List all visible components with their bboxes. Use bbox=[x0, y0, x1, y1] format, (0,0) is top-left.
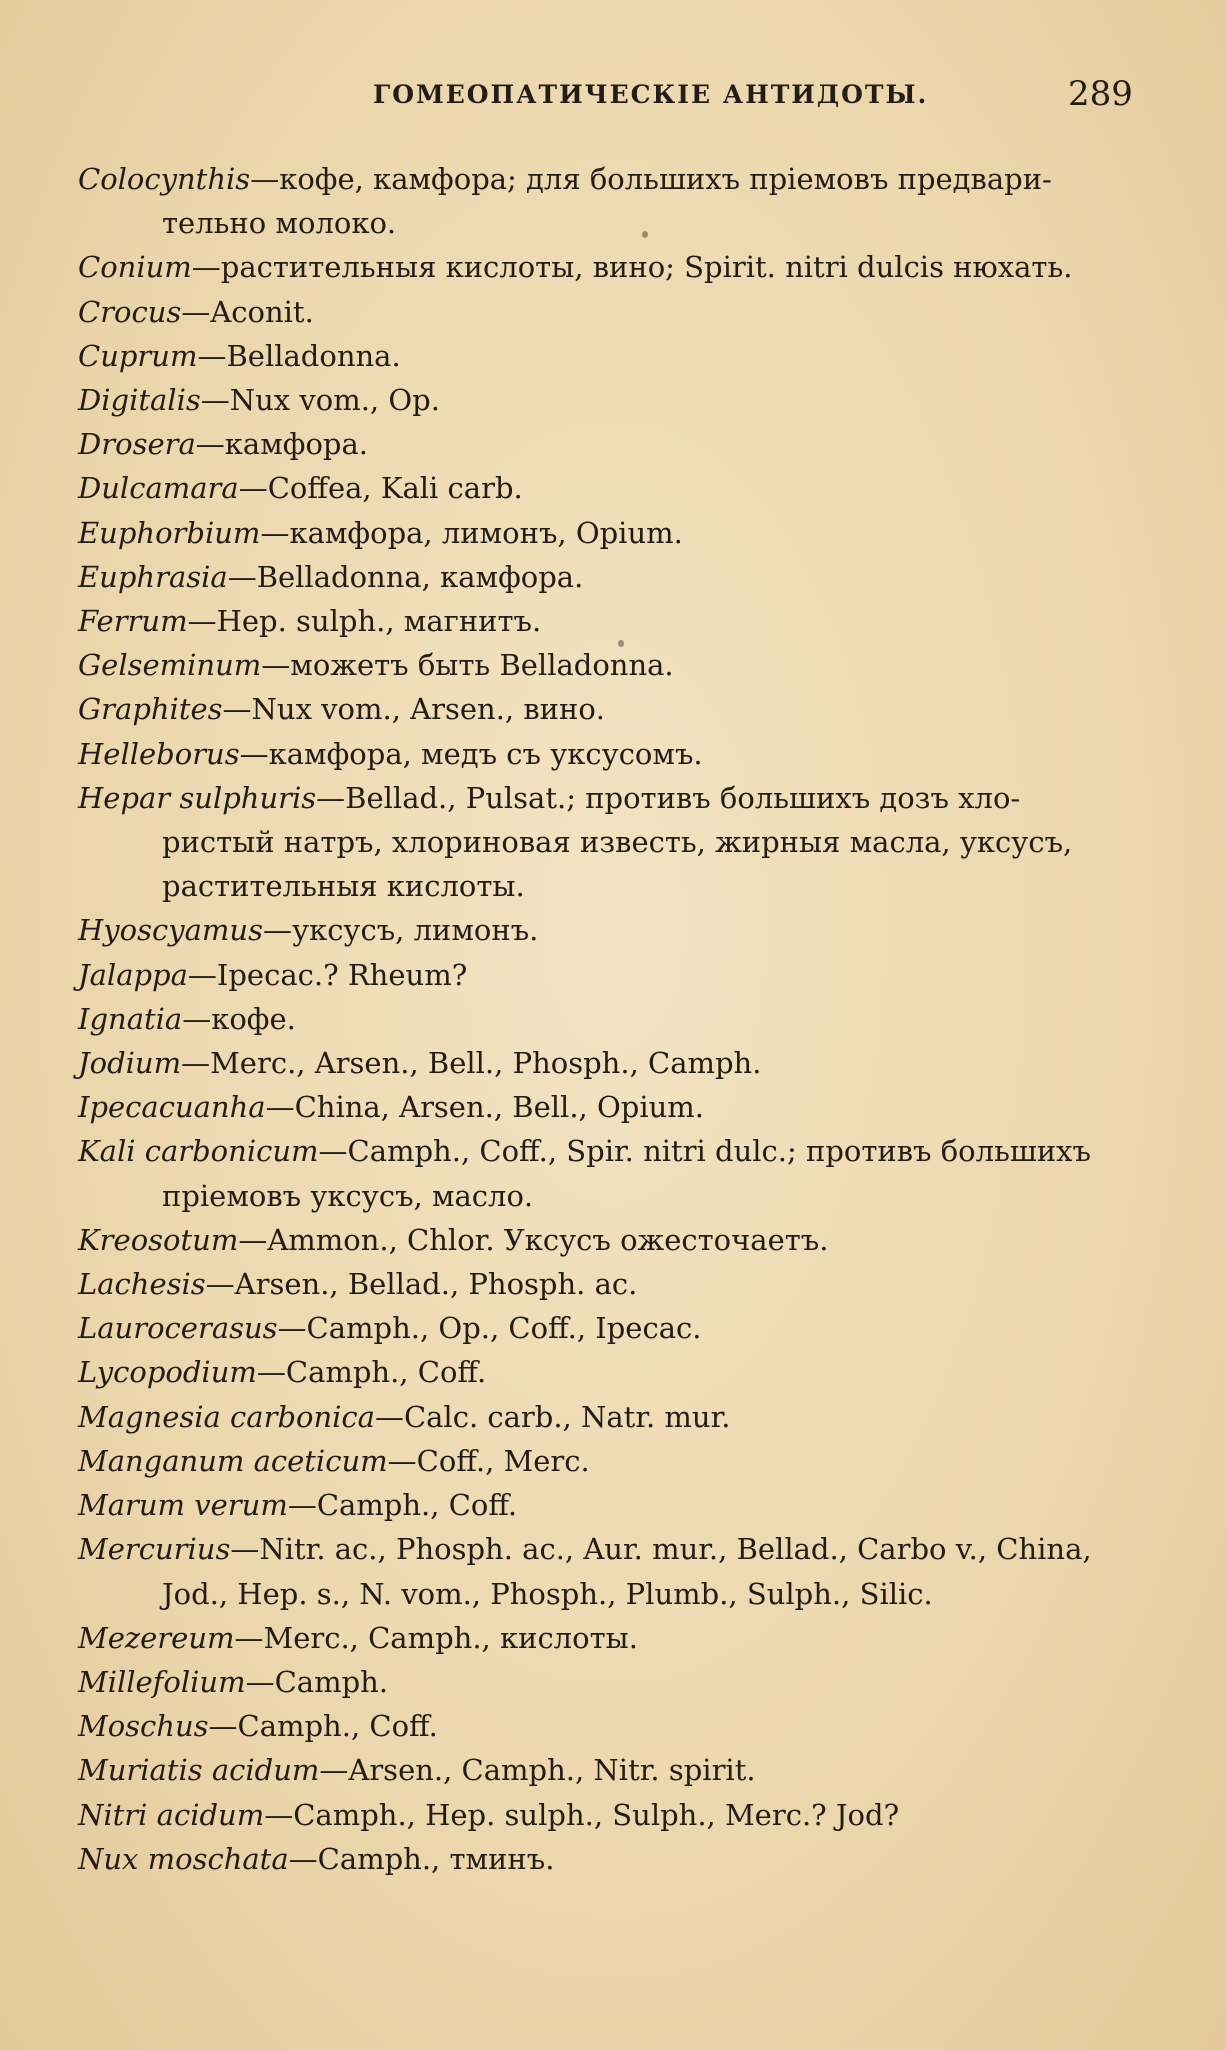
entry-ignatia bbox=[78, 997, 1153, 1041]
entry-text: —Nux vom., Op. bbox=[200, 383, 440, 418]
entry-name: Hyoscyamus bbox=[78, 913, 263, 948]
entry-magnesia-carbonica bbox=[78, 1395, 1153, 1439]
entry-text: —можетъ быть Belladonna. bbox=[261, 648, 674, 683]
entry-name: Lycopodium bbox=[78, 1355, 257, 1390]
entry-name: Manganum aceticum bbox=[78, 1443, 388, 1478]
entry-name: Colocynthis bbox=[78, 162, 251, 196]
entry-euphrasia bbox=[78, 555, 1153, 599]
entry-continuation: ристый натръ, хлориновая известь, жирныя масла, уксусъ, bbox=[162, 825, 1073, 860]
entry-text: —Calc. carb., Natr. mur. bbox=[374, 1399, 731, 1434]
running-head bbox=[0, 74, 1226, 118]
entry-graphites bbox=[78, 687, 1153, 731]
entry-mezereum bbox=[78, 1616, 1153, 1660]
entry-text: —Camph., Coff. bbox=[256, 1355, 487, 1390]
entry-name: Laurocerasus bbox=[78, 1311, 278, 1346]
entry-text: —Camph., Coff., Spir. nitri dulc.; противъ большихъ bbox=[318, 1134, 1091, 1169]
entry-text: —Camph., Op., Coff., Ipecac. bbox=[277, 1311, 702, 1346]
entry-text: —камфора, лимонъ, Opium. bbox=[260, 515, 683, 550]
entry-name: Euphorbium bbox=[78, 515, 261, 550]
entry-text: —Merc., Arsen., Bell., Phosph., Camph. bbox=[181, 1046, 762, 1081]
entry-text: —растительныя кислоты, вино; Spirit. nitri dulcis нюхать. bbox=[191, 250, 1073, 285]
entry-text: —Coffea, Kali carb. bbox=[238, 471, 523, 506]
entry-name: Magnesia carbonica bbox=[78, 1399, 375, 1434]
entry-text: —Camph., тминъ. bbox=[288, 1841, 555, 1876]
entry-hyoscyamus bbox=[78, 908, 1153, 952]
entry-name: Ignatia bbox=[78, 1001, 183, 1036]
entry-name: Mezereum bbox=[78, 1620, 235, 1655]
entry-continuation: пріемовъ уксусъ, масло. bbox=[162, 1178, 534, 1213]
entry-text: —кофе. bbox=[182, 1001, 296, 1036]
entry-text: —Nitr. ac., Phosph. ac., Aur. mur., Bellad., Carbo v., China, bbox=[230, 1532, 1092, 1567]
entry-text: —Ammon., Chlor. Уксусъ ожесточаетъ. bbox=[238, 1222, 829, 1257]
ink-speck bbox=[642, 231, 648, 238]
entry-text: —Camph., Coff. bbox=[287, 1488, 518, 1523]
entry-dulcamara bbox=[78, 466, 1153, 510]
entry-text: —Nux vom., Arsen., вино. bbox=[222, 692, 606, 727]
entry-text: —Camph., Hep. sulph., Sulph., Merc.? Jod? bbox=[264, 1797, 900, 1832]
entry-text: —Hep. sulph., магнитъ. bbox=[187, 604, 542, 639]
entry-name: Lachesis bbox=[78, 1267, 206, 1302]
entry-name: Jodium bbox=[78, 1046, 182, 1081]
entry-name: Gelseminum bbox=[78, 648, 262, 683]
entry-kali-carbonicum bbox=[78, 1129, 1153, 1217]
entry-text: —Bellad., Pulsat.; противъ большихъ дозъ хло- bbox=[316, 780, 1021, 815]
entry-name: Crocus bbox=[78, 294, 182, 329]
entry-helleborus bbox=[78, 732, 1153, 776]
entry-colocynthis bbox=[78, 157, 1153, 245]
entry-text: —Camph. bbox=[245, 1664, 389, 1699]
entry-hepar-sulphuris bbox=[78, 776, 1153, 909]
entry-name: Ipecacuanha bbox=[78, 1090, 266, 1125]
entry-jalappa bbox=[78, 953, 1153, 997]
entry-kreosotum bbox=[78, 1218, 1153, 1262]
entry-text: —Ipecac.? Rheum? bbox=[187, 957, 468, 992]
entry-millefolium bbox=[78, 1660, 1153, 1704]
entry-name: Mercurius bbox=[78, 1532, 231, 1567]
entry-name: Ferrum bbox=[78, 604, 188, 639]
entry-cuprum bbox=[78, 334, 1153, 378]
entry-name: Muriatis acidum bbox=[78, 1753, 320, 1788]
entry-nitri-acidum bbox=[78, 1793, 1153, 1837]
entry-name: Jalappa bbox=[78, 957, 188, 992]
entry-lycopodium bbox=[78, 1350, 1153, 1394]
entry-nux-moschata bbox=[78, 1837, 1153, 1881]
entry-text: —камфора. bbox=[195, 427, 368, 462]
entry-gelseminum bbox=[78, 643, 1153, 687]
page-number: 289 bbox=[1068, 74, 1133, 114]
entry-name: Marum verum bbox=[78, 1488, 288, 1523]
entry-jodium bbox=[78, 1041, 1153, 1085]
antidote-list bbox=[78, 157, 1153, 1881]
entry-text: —Belladonna. bbox=[197, 338, 401, 373]
entry-text: —камфора, медъ съ уксусомъ. bbox=[239, 736, 703, 771]
entry-text: —Aconit. bbox=[181, 294, 314, 329]
entry-text: —Belladonna, камфора. bbox=[227, 559, 584, 594]
entry-name: Euphrasia bbox=[78, 559, 228, 594]
entry-ferrum bbox=[78, 599, 1153, 643]
entry-text: —Arsen., Camph., Nitr. spirit. bbox=[319, 1753, 756, 1788]
entry-moschus bbox=[78, 1704, 1153, 1748]
entry-text: —Camph., Coff. bbox=[208, 1709, 438, 1744]
entry-ipecacuanha bbox=[78, 1085, 1153, 1129]
entry-name: Moschus bbox=[78, 1709, 209, 1744]
entry-name: Nux moschata bbox=[78, 1841, 289, 1876]
entry-name: Millefolium bbox=[78, 1664, 246, 1699]
entry-name: Drosera bbox=[78, 427, 196, 462]
entry-marum-verum bbox=[78, 1483, 1153, 1527]
entry-name: Graphites bbox=[78, 692, 223, 727]
entry-text: —Arsen., Bellad., Phosph. ac. bbox=[205, 1267, 638, 1302]
entry-name: Cuprum bbox=[78, 338, 198, 373]
entry-euphorbium bbox=[78, 511, 1153, 555]
entry-continuation: растительныя кислоты. bbox=[162, 869, 525, 904]
ink-speck bbox=[618, 640, 624, 647]
entry-digitalis bbox=[78, 378, 1153, 422]
entry-name: Conium bbox=[78, 250, 192, 285]
entry-muriatis-acidum bbox=[78, 1748, 1153, 1792]
entry-manganum-aceticum bbox=[78, 1439, 1153, 1483]
entry-crocus bbox=[78, 290, 1153, 334]
entry-laurocerasus bbox=[78, 1306, 1153, 1350]
running-title: ГОМЕОПАТИЧЕСКІЕ АНТИДОТЫ. bbox=[373, 80, 929, 109]
entry-drosera bbox=[78, 422, 1153, 466]
entry-text: —кофе, камфора; для большихъ пріемовъ предвари- bbox=[250, 162, 1052, 196]
entry-name: Helleborus bbox=[78, 736, 240, 771]
entry-name: Digitalis bbox=[78, 383, 201, 418]
entry-name: Nitri acidum bbox=[78, 1797, 265, 1832]
entry-text: —China, Arsen., Bell., Opium. bbox=[265, 1090, 704, 1125]
entry-mercurius bbox=[78, 1527, 1153, 1615]
entry-continuation: Jod., Hep. s., N. vom., Phosph., Plumb., Sulph., Silic. bbox=[162, 1576, 933, 1611]
entry-text: —уксусъ, лимонъ. bbox=[263, 913, 539, 948]
entry-lachesis bbox=[78, 1262, 1153, 1306]
entry-name: Kreosotum bbox=[78, 1222, 239, 1257]
entry-text: —Merc., Camph., кислоты. bbox=[234, 1620, 638, 1655]
entry-name: Dulcamara bbox=[78, 471, 239, 506]
entry-name: Kali carbonicum bbox=[78, 1134, 319, 1169]
entry-continuation: тельно молоко. bbox=[162, 206, 397, 241]
entry-name: Hepar sulphuris bbox=[78, 780, 317, 815]
entry-text: —Coff., Merc. bbox=[387, 1443, 590, 1478]
entry-conium bbox=[78, 245, 1153, 289]
